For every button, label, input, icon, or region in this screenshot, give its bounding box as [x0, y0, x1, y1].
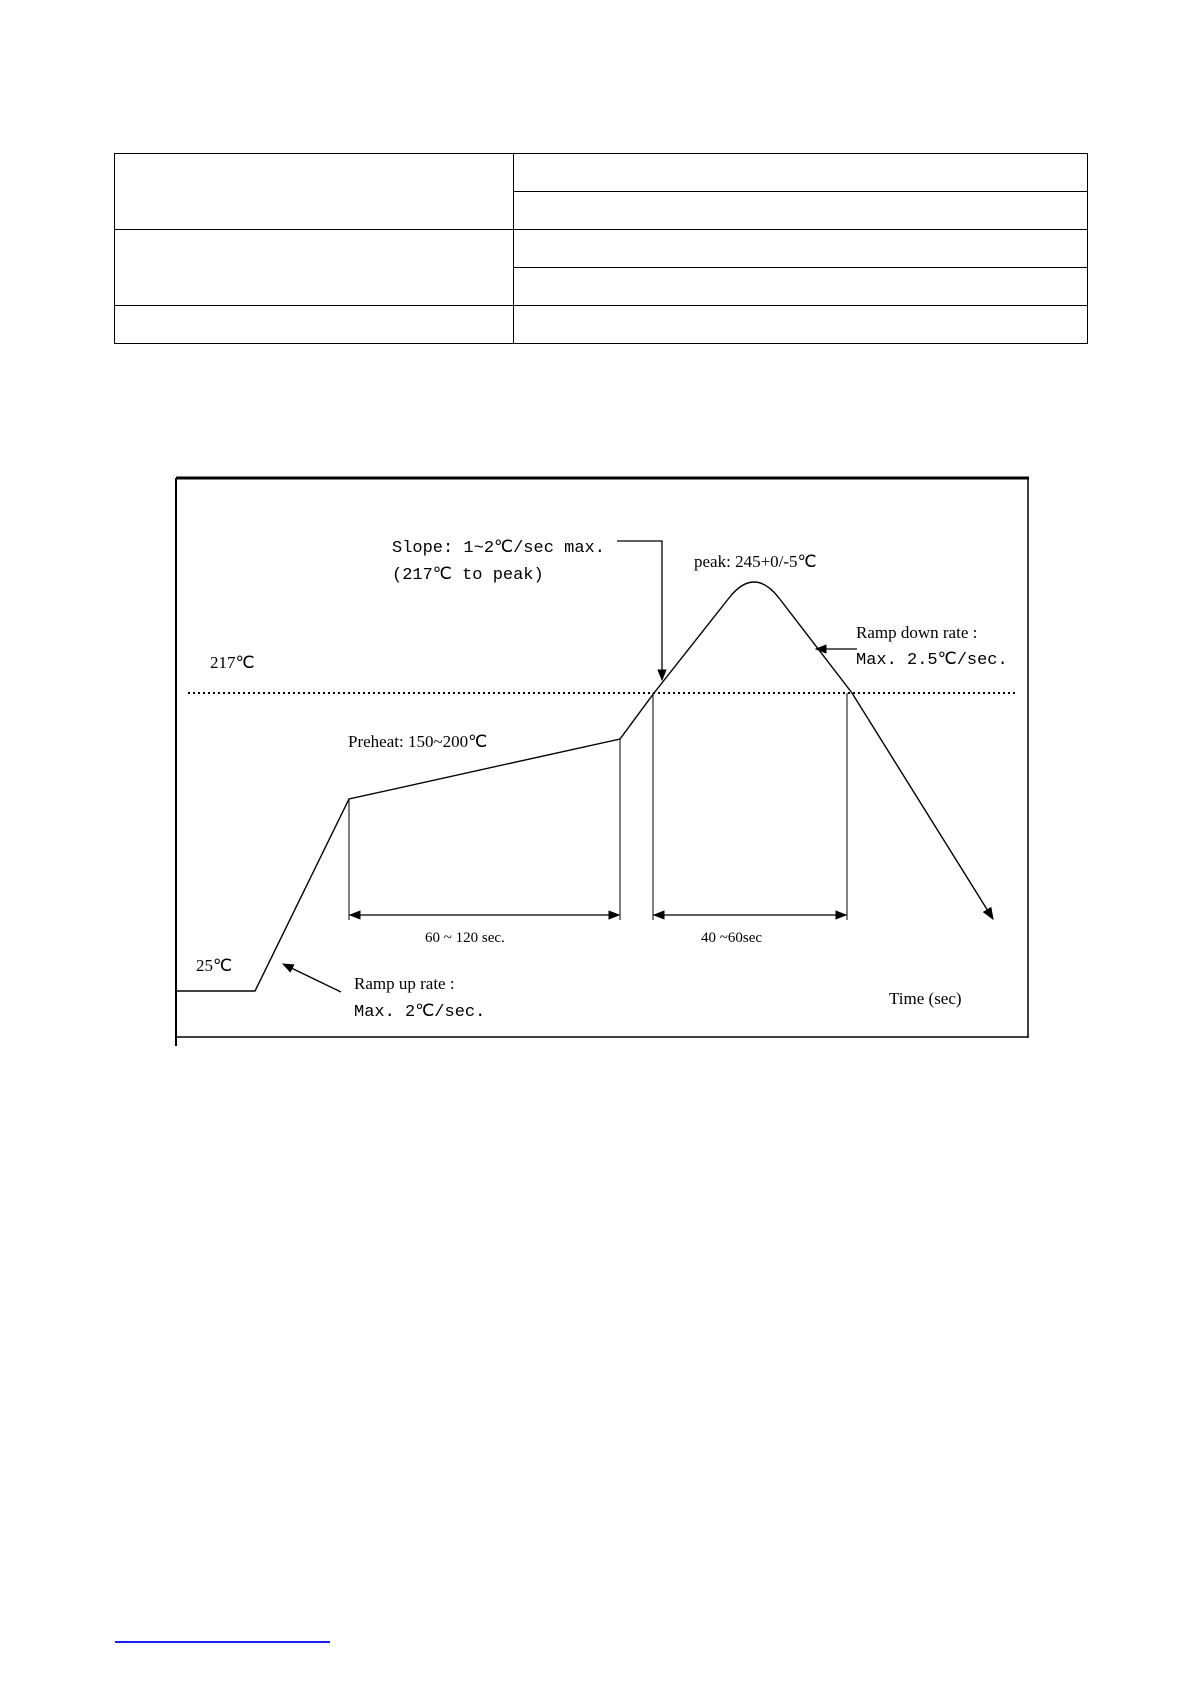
peak-label: peak: 245+0/-5℃ — [694, 552, 817, 571]
table-cell — [514, 230, 1088, 268]
table-cell — [514, 268, 1088, 306]
slope-label-line2: (217℃ to peak) — [392, 566, 544, 585]
temp-217-label: 217℃ — [210, 653, 255, 672]
slope-label-line1: Slope: 1~2℃/sec max. — [392, 539, 605, 558]
table-row — [115, 154, 1088, 192]
ramp-down-label-line1: Ramp down rate : — [856, 623, 978, 642]
reflow-profile-diagram — [174, 474, 1030, 1048]
temp-25-label: 25℃ — [196, 956, 233, 975]
preheat-label: Preheat: 150~200℃ — [348, 732, 488, 751]
table-row — [115, 306, 1088, 344]
ramp-up-label-line2: Max. 2℃/sec. — [354, 1003, 486, 1022]
temperature-profile-curve — [176, 582, 993, 991]
ramp-up-callout-arrow — [283, 964, 341, 992]
table-cell — [115, 230, 514, 306]
table-cell — [514, 154, 1088, 192]
ramp-up-label-line1: Ramp up rate : — [354, 974, 455, 993]
table-row — [115, 230, 1088, 268]
table-cell — [514, 306, 1088, 344]
reflow-time-label: 40 ~60sec — [701, 930, 763, 946]
table-cell — [115, 154, 514, 230]
x-axis-label: Time (sec) — [889, 989, 962, 1008]
slope-callout-arrow — [617, 541, 662, 680]
spec-table — [114, 153, 1088, 344]
preheat-time-label: 60 ~ 120 sec. — [425, 930, 505, 946]
footer-link[interactable] — [115, 1641, 330, 1643]
table-cell — [115, 306, 514, 344]
ramp-down-label-line2: Max. 2.5℃/sec. — [856, 651, 1008, 670]
table-cell — [514, 192, 1088, 230]
